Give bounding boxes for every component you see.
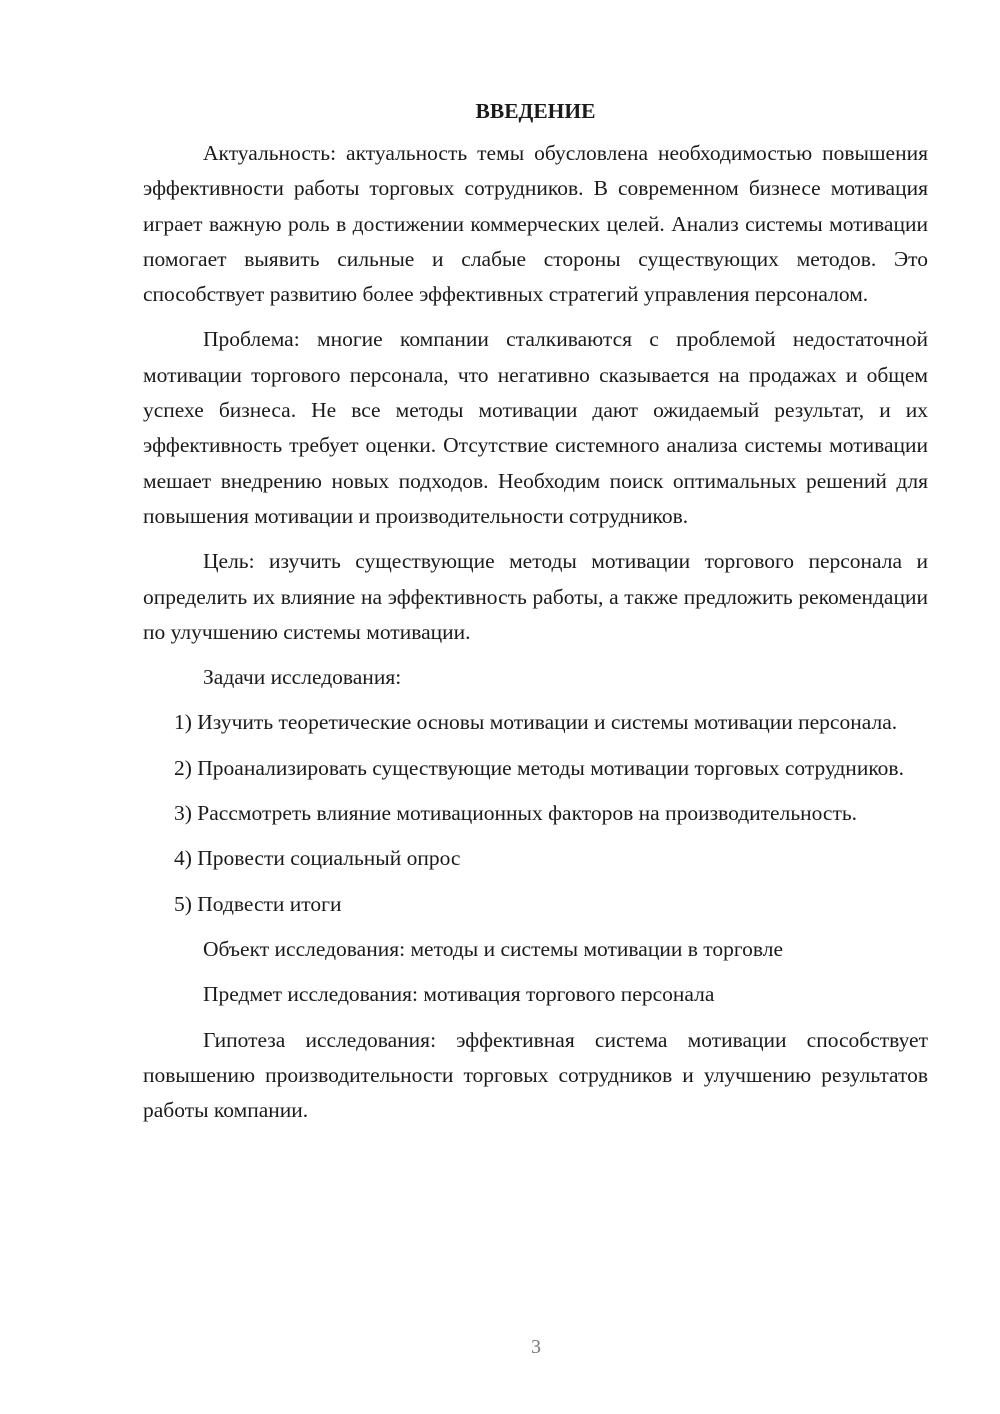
research-subject: Предмет исследования: мотивация торгового персонала xyxy=(203,982,715,1007)
section-heading: ВВЕДЕНИЕ xyxy=(475,99,596,123)
problem-paragraph: Проблема: многие компании сталкиваются с проблемой недостаточной мотивации торгового персонала, что негативно сказывается на продажах и общем успехе бизнеса. Не все методы мотивации дают ожидаемый результат, и их эффективность требует оценки. Отсутствие системного анализа системы мотивации мешает внедрению новых подходов. Необходим поиск оптимальных решений для повышения мотивации и производительности сотрудников. xyxy=(143,327,928,528)
page-content xyxy=(143,94,928,1138)
hypothesis-paragraph: Гипотеза исследования: эффективная система мотивации способствует повышению производительности торговых сотрудников и улучшению результатов работы компании. xyxy=(143,1027,928,1123)
page-number: 3 xyxy=(531,1336,541,1358)
task-item-5: 5) Подвести итоги xyxy=(174,891,342,916)
relevance-paragraph: Актуальность: актуальность темы обусловлена необходимостью повышения эффективности работы торговых сотрудников. В современном бизнесе мотивация играет важную роль в достижении коммерческих целей. Анализ системы мотивации помогает выявить сильные и слабые стороны существующих методов. Это способствует развитию более эффективных стратегий управления персоналом. xyxy=(143,141,928,307)
task-item-1: 1) Изучить теоретические основы мотивации и системы мотивации персонала. xyxy=(174,710,898,735)
research-object: Объект исследования: методы и системы мотивации в торговле xyxy=(203,936,784,961)
goal-paragraph: Цель: изучить существующие методы мотивации торгового персонала и определить их влияние на эффективность работы, а также предложить рекомендации по улучшению системы мотивации. xyxy=(143,549,928,644)
task-item-2: 2) Проанализировать существующие методы мотивации торговых сотрудников. xyxy=(174,755,904,780)
tasks-heading: Задачи исследования: xyxy=(203,665,402,690)
task-item-3: 3) Рассмотреть влияние мотивационных факторов на производительность. xyxy=(174,801,858,826)
task-item-4: 4) Провести социальный опрос xyxy=(174,846,461,871)
